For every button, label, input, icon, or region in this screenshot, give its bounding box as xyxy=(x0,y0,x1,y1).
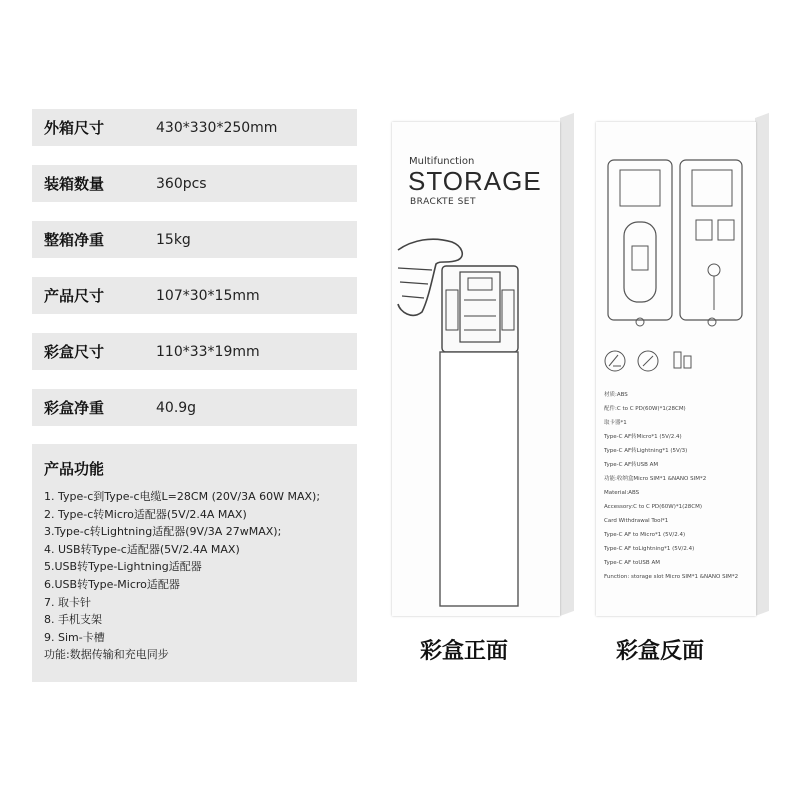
back-text-line: Type-C AF转USB AM xyxy=(604,462,659,468)
feature-item: 6.USB转Type-Micro适配器 xyxy=(44,577,180,591)
hand-finger-lines xyxy=(398,268,432,298)
back-text-line: Accessory:C to C PD(60W)*1(28CM) xyxy=(604,504,703,510)
back-text-line: 功能:收纳盒Micro SIM*1 &NANO SIM*2 xyxy=(604,476,707,482)
hinge-icon xyxy=(636,318,644,326)
back-text-line: Type-C AF to Micro*1 (5V/2.4) xyxy=(604,532,686,538)
sim-slot xyxy=(718,220,734,240)
hinge-icon xyxy=(708,318,716,326)
front-box-caption: 彩盒正面 xyxy=(420,639,509,664)
sim-tray xyxy=(624,222,656,302)
product-features-panel xyxy=(32,444,357,682)
spec-value: 360pcs xyxy=(156,175,207,192)
back-text-line: Type-C AF转Lightning*1 (5V/3) xyxy=(604,448,688,454)
front-box-title: STORAGE xyxy=(408,166,542,196)
feature-item: 2. Type-c转Micro适配器(5V/2.4A MAX) xyxy=(44,507,247,521)
spec-label: 外箱尺寸 xyxy=(44,119,105,137)
back-text-line: Type-C AF转Micro*1 (5V/2.4) xyxy=(604,434,682,440)
feature-item: 功能:数据传输和充电同步 xyxy=(44,648,169,662)
spec-row-product-size xyxy=(32,277,357,314)
spec-value: 110*33*19mm xyxy=(156,343,260,360)
back-text-line: Material:ABS xyxy=(604,490,640,496)
phone-stand-icon xyxy=(605,351,625,371)
spec-row-color-box-size xyxy=(32,333,357,370)
spec-value: 430*330*250mm xyxy=(156,119,278,136)
adapter-icon xyxy=(684,356,691,368)
spec-row-outer-box-size xyxy=(32,109,357,146)
back-text-line: 取卡器*1 xyxy=(604,420,627,426)
feature-item: 7. 取卡针 xyxy=(44,595,91,609)
back-text-line: Card Withdrawal Tool*1 xyxy=(604,518,669,524)
spec-label: 产品尺寸 xyxy=(44,287,105,305)
spec-label: 彩盒尺寸 xyxy=(44,343,105,361)
features-title: 产品功能 xyxy=(44,460,105,478)
sim-slot xyxy=(632,246,648,270)
product-body xyxy=(440,352,518,606)
back-text-line: Type-C AF toLightning*1 (5V/2.4) xyxy=(604,546,695,552)
adapter-icon xyxy=(674,352,681,368)
back-text-line: 配件:C to C PD(60W)*1(28CM) xyxy=(604,406,686,412)
feature-item: 3.Type-c转Lightning适配器(9V/3A 27wMAX); xyxy=(44,525,282,539)
eject-pin xyxy=(708,264,720,276)
back-box-side xyxy=(755,113,769,616)
spec-value: 15kg xyxy=(156,231,191,248)
spec-row-carton-net-weight xyxy=(32,221,357,258)
feature-item: 9. Sim-卡槽 xyxy=(44,630,105,644)
back-box-caption: 彩盒反面 xyxy=(616,639,705,664)
spec-row-packing-quantity xyxy=(32,165,357,202)
sim-slot xyxy=(696,220,712,240)
front-box-subtitle-bottom: BRACKTE SET xyxy=(410,197,476,207)
spec-label: 彩盒净重 xyxy=(44,399,105,417)
front-box-side xyxy=(560,113,574,616)
spec-label: 整箱净重 xyxy=(44,231,105,249)
product-top xyxy=(442,266,518,352)
back-product-illustration xyxy=(596,150,756,330)
adapter-slot xyxy=(620,170,660,206)
feature-item: 4. USB转Type-c适配器(5V/2.4A MAX) xyxy=(44,542,240,556)
spec-value: 107*30*15mm xyxy=(156,287,260,304)
feature-item: 8. 手机支架 xyxy=(44,613,102,627)
back-feature-icons xyxy=(604,346,694,376)
feature-item: 1. Type-c到Type-c电缆L=28CM (20V/3A 60W MAX); xyxy=(44,490,321,503)
feature-item: 5.USB转Type-Lightning适配器 xyxy=(44,560,202,574)
spec-label: 装箱数量 xyxy=(44,175,105,193)
back-text-line: Function: storage slot Micro SIM*1 &NANO SIM*2 xyxy=(604,574,739,580)
front-product-illustration xyxy=(392,220,560,616)
spec-row-color-box-weight xyxy=(32,389,357,426)
adapter-slot xyxy=(692,170,732,206)
back-text-line: 材质:ABS xyxy=(604,392,628,398)
back-text-line: Type-C AF toUSB AM xyxy=(604,560,660,566)
spec-value: 40.9g xyxy=(156,399,197,416)
feature-list xyxy=(44,488,320,664)
front-box-subtitle-top: Multifunction xyxy=(409,156,475,167)
diagram-frame xyxy=(608,160,672,320)
